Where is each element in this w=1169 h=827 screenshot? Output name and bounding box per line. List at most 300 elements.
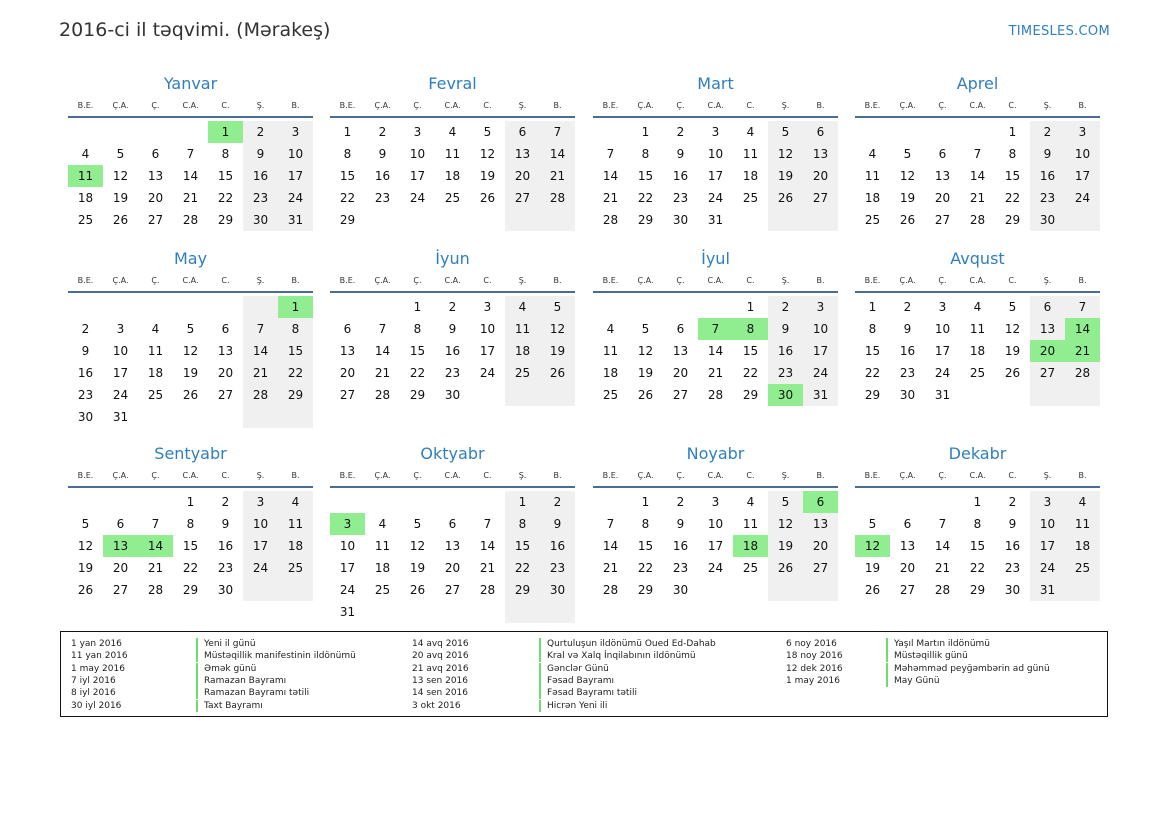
day-cell: 8 <box>186 517 195 531</box>
weekday-header <box>855 466 1100 488</box>
weekday-label: Ç.A. <box>899 276 916 285</box>
day-cell: 1 <box>641 495 650 509</box>
day-cell: 31 <box>112 410 129 424</box>
day-cell: 25 <box>278 557 313 579</box>
day-cell: 20 <box>803 165 838 187</box>
weekday-label: Ç. <box>676 471 685 480</box>
empty-cell <box>505 601 540 623</box>
day-cell: 19 <box>182 366 199 380</box>
day-cell: 13 <box>505 143 540 165</box>
weekday-label: C. <box>483 276 492 285</box>
empty-cell <box>733 579 768 601</box>
weekday-label: C.A. <box>182 276 199 285</box>
legend-holiday-name: Taxt Bayramı <box>196 700 263 712</box>
month-name: Avqust <box>950 249 1005 268</box>
day-cell: 4 <box>378 517 387 531</box>
day-cell: 31 <box>707 213 724 227</box>
weekday-label: Ç. <box>676 101 685 110</box>
month-name: Fevral <box>428 74 477 93</box>
day-cell: 24 <box>479 366 496 380</box>
day-cell: 9 <box>676 517 685 531</box>
empty-cell <box>330 296 365 318</box>
day-cell: 14 <box>138 535 173 557</box>
day-cell: 14 <box>969 169 986 183</box>
brand-link[interactable]: TIMESLES.COM <box>1008 24 1110 39</box>
weekday-label: B. <box>553 471 562 480</box>
day-cell: 22 <box>637 191 654 205</box>
empty-cell <box>435 601 470 623</box>
day-cell: 6 <box>505 121 540 143</box>
day-cell: 29 <box>637 583 654 597</box>
empty-cell <box>330 491 365 513</box>
day-cell: 10 <box>339 539 356 553</box>
day-cell: 7 <box>1065 296 1100 318</box>
day-grid <box>68 488 313 601</box>
day-cell: 15 <box>637 539 654 553</box>
day-cell: 21 <box>969 191 986 205</box>
month-8 <box>68 442 313 601</box>
day-cell: 1 <box>186 495 195 509</box>
day-cell: 24 <box>1030 557 1065 579</box>
weekday-label: B.E. <box>77 101 94 110</box>
day-cell: 5 <box>186 322 195 336</box>
day-cell: 14 <box>374 344 391 358</box>
day-cell: 14 <box>540 143 575 165</box>
day-cell: 17 <box>1030 535 1065 557</box>
day-cell: 16 <box>540 535 575 557</box>
legend-date: 18 noy 2016 <box>786 651 843 662</box>
empty-cell <box>435 209 470 231</box>
day-cell: 21 <box>243 362 278 384</box>
day-cell: 5 <box>81 517 90 531</box>
day-grid <box>330 488 575 623</box>
day-cell: 27 <box>672 388 689 402</box>
day-cell: 27 <box>147 213 164 227</box>
weekday-label: C. <box>746 276 755 285</box>
weekday-label: B. <box>1078 276 1087 285</box>
day-cell: 9 <box>448 322 457 336</box>
day-grid <box>68 118 313 231</box>
day-cell: 2 <box>676 125 685 139</box>
empty-cell <box>243 579 278 601</box>
weekday-label: Ş. <box>781 471 790 480</box>
day-cell: 15 <box>742 344 759 358</box>
legend-date: 1 yan 2016 <box>71 639 122 650</box>
day-cell: 2 <box>448 300 457 314</box>
day-cell: 24 <box>1065 187 1100 209</box>
day-cell: 11 <box>374 539 391 553</box>
day-cell: 26 <box>899 213 916 227</box>
empty-cell <box>208 296 243 318</box>
weekday-label: Ç.A. <box>112 101 129 110</box>
legend-holiday-name: Ramazan Bayramı tətili <box>196 687 309 699</box>
day-cell: 20 <box>934 191 951 205</box>
day-cell: 22 <box>637 561 654 575</box>
holiday-legend <box>60 631 1108 717</box>
day-cell: 29 <box>637 213 654 227</box>
day-cell: 30 <box>540 579 575 601</box>
weekday-label: Ç. <box>151 101 160 110</box>
day-cell: 25 <box>374 583 391 597</box>
legend-item <box>412 675 716 687</box>
day-cell: 8 <box>343 147 352 161</box>
month-6 <box>593 247 838 406</box>
day-cell: 11 <box>602 344 619 358</box>
day-cell: 29 <box>339 213 356 227</box>
day-cell: 28 <box>969 213 986 227</box>
day-cell: 23 <box>77 388 94 402</box>
day-cell: 12 <box>899 169 916 183</box>
day-cell: 11 <box>742 147 759 161</box>
legend-holiday-name: Gənclər Günü <box>539 663 609 675</box>
weekday-label: B. <box>816 276 825 285</box>
day-cell: 17 <box>934 344 951 358</box>
weekday-label: Ç. <box>413 101 422 110</box>
day-cell: 24 <box>278 187 313 209</box>
day-cell: 17 <box>243 535 278 557</box>
day-cell: 24 <box>707 191 724 205</box>
day-cell: 23 <box>768 362 803 384</box>
weekday-label: C.A. <box>707 471 724 480</box>
empty-cell <box>733 209 768 231</box>
weekday-label: B. <box>291 276 300 285</box>
empty-cell <box>400 601 435 623</box>
empty-cell <box>400 209 435 231</box>
empty-cell <box>138 121 173 143</box>
day-cell: 12 <box>540 318 575 340</box>
day-cell: 22 <box>278 362 313 384</box>
empty-cell <box>278 579 313 601</box>
day-cell: 11 <box>505 318 540 340</box>
weekday-label: C. <box>1008 276 1017 285</box>
legend-column-2 <box>786 638 1050 687</box>
weekday-label: Ş. <box>1043 471 1052 480</box>
day-cell: 19 <box>479 169 496 183</box>
day-cell: 7 <box>606 147 615 161</box>
day-cell: 3 <box>1065 121 1100 143</box>
day-cell: 28 <box>243 384 278 406</box>
day-cell: 27 <box>899 583 916 597</box>
day-cell: 17 <box>479 344 496 358</box>
day-cell: 13 <box>934 169 951 183</box>
day-cell: 9 <box>378 147 387 161</box>
day-cell: 29 <box>969 583 986 597</box>
day-cell: 6 <box>803 121 838 143</box>
day-cell: 12 <box>637 344 654 358</box>
day-cell: 29 <box>742 388 759 402</box>
empty-cell <box>698 579 733 601</box>
day-cell: 31 <box>339 605 356 619</box>
month-4 <box>68 247 313 428</box>
weekday-label: Ş. <box>1043 101 1052 110</box>
weekday-label: C.A. <box>707 101 724 110</box>
day-cell: 12 <box>77 539 94 553</box>
legend-date: 13 sen 2016 <box>412 676 469 687</box>
day-cell: 29 <box>864 388 881 402</box>
day-cell: 5 <box>1008 300 1017 314</box>
day-cell: 16 <box>217 539 234 553</box>
day-cell: 27 <box>505 187 540 209</box>
weekday-label: C.A. <box>182 471 199 480</box>
day-cell: 6 <box>903 517 912 531</box>
weekday-label: C.A. <box>969 276 986 285</box>
day-cell: 14 <box>707 344 724 358</box>
weekday-label: Ç.A. <box>374 101 391 110</box>
empty-cell <box>1065 579 1100 601</box>
weekday-label: B.E. <box>339 471 356 480</box>
day-cell: 16 <box>374 169 391 183</box>
day-cell: 8 <box>868 322 877 336</box>
empty-cell <box>435 491 470 513</box>
day-cell: 31 <box>1030 579 1065 601</box>
day-cell: 23 <box>899 366 916 380</box>
weekday-label: Ç. <box>413 471 422 480</box>
day-cell: 12 <box>768 143 803 165</box>
day-cell: 30 <box>1004 583 1021 597</box>
weekday-label: C.A. <box>444 101 461 110</box>
legend-holiday-name: Yeni il günü <box>196 638 256 650</box>
legend-column-0 <box>71 638 356 712</box>
weekday-header <box>330 466 575 488</box>
weekday-label: Ç. <box>151 471 160 480</box>
day-cell: 28 <box>602 583 619 597</box>
day-cell: 16 <box>444 344 461 358</box>
day-cell: 30 <box>768 384 803 406</box>
day-cell: 31 <box>278 209 313 231</box>
day-cell: 6 <box>1030 296 1065 318</box>
day-cell: 8 <box>641 517 650 531</box>
day-cell: 18 <box>505 340 540 362</box>
day-cell: 16 <box>672 169 689 183</box>
month-name: Yanvar <box>163 74 218 93</box>
month-name: Aprel <box>956 74 999 93</box>
day-cell: 17 <box>707 169 724 183</box>
weekday-label: C. <box>746 101 755 110</box>
day-cell: 26 <box>182 388 199 402</box>
day-cell: 4 <box>606 322 615 336</box>
empty-cell <box>995 384 1030 406</box>
day-cell: 9 <box>676 147 685 161</box>
day-cell: 13 <box>803 513 838 535</box>
weekday-label: Ç.A. <box>637 101 654 110</box>
day-cell: 19 <box>864 561 881 575</box>
legend-item <box>71 638 356 650</box>
day-grid <box>855 118 1100 231</box>
empty-cell <box>208 406 243 428</box>
day-cell: 10 <box>1065 143 1100 165</box>
empty-cell <box>138 406 173 428</box>
weekday-label: Ş. <box>256 101 265 110</box>
legend-item <box>412 663 716 675</box>
day-cell: 11 <box>147 344 164 358</box>
day-cell: 20 <box>803 535 838 557</box>
month-11 <box>855 442 1100 601</box>
day-cell: 29 <box>182 583 199 597</box>
day-cell: 11 <box>278 513 313 535</box>
day-cell: 2 <box>768 296 803 318</box>
weekday-label: Ç. <box>938 471 947 480</box>
day-cell: 10 <box>112 344 129 358</box>
month-7 <box>855 247 1100 406</box>
legend-date: 6 noy 2016 <box>786 639 837 650</box>
day-cell: 25 <box>742 191 759 205</box>
weekday-label: Ş. <box>518 276 527 285</box>
weekday-label: B. <box>553 101 562 110</box>
day-cell: 28 <box>934 583 951 597</box>
day-cell: 1 <box>505 491 540 513</box>
weekday-label: C.A. <box>707 276 724 285</box>
weekday-label: B. <box>816 101 825 110</box>
month-name: Sentyabr <box>154 444 227 463</box>
empty-cell <box>663 296 698 318</box>
day-cell: 9 <box>243 143 278 165</box>
legend-holiday-name: Kral və Xalq İnqilabının ildönümü <box>539 650 696 662</box>
day-cell: 29 <box>278 384 313 406</box>
day-cell: 20 <box>672 366 689 380</box>
weekday-label: C.A. <box>444 471 461 480</box>
day-cell: 8 <box>413 322 422 336</box>
weekday-label: Ç. <box>938 276 947 285</box>
legend-holiday-name: Məhəmməd peyğəmbərin ad günü <box>886 663 1050 675</box>
weekday-label: B.E. <box>864 101 881 110</box>
day-cell: 22 <box>182 561 199 575</box>
day-cell: 10 <box>409 147 426 161</box>
day-cell: 5 <box>768 491 803 513</box>
empty-cell <box>628 296 663 318</box>
legend-date: 1 may 2016 <box>786 676 840 687</box>
day-cell: 15 <box>1004 169 1021 183</box>
day-cell: 26 <box>637 388 654 402</box>
day-cell: 4 <box>746 125 755 139</box>
legend-holiday-name: Fəsad Bayramı <box>539 675 614 687</box>
legend-holiday-name: Qurtuluşun ildönümü Oued Ed-Dahab <box>539 638 716 650</box>
day-cell: 1 <box>1008 125 1017 139</box>
month-0 <box>68 72 313 231</box>
empty-cell <box>400 491 435 513</box>
day-cell: 17 <box>339 561 356 575</box>
legend-item <box>71 663 356 675</box>
day-cell: 18 <box>733 535 768 557</box>
empty-cell <box>925 491 960 513</box>
day-cell: 1 <box>973 495 982 509</box>
day-cell: 27 <box>444 583 461 597</box>
legend-item <box>71 687 356 699</box>
day-cell: 4 <box>151 322 160 336</box>
day-cell: 22 <box>409 366 426 380</box>
day-cell: 26 <box>409 583 426 597</box>
day-cell: 30 <box>444 388 461 402</box>
weekday-label: C. <box>483 101 492 110</box>
day-cell: 1 <box>413 300 422 314</box>
day-cell: 5 <box>868 517 877 531</box>
empty-cell <box>505 384 540 406</box>
weekday-header <box>330 96 575 118</box>
empty-cell <box>855 121 890 143</box>
weekday-label: Ş. <box>518 471 527 480</box>
day-cell: 27 <box>934 213 951 227</box>
day-cell: 30 <box>899 388 916 402</box>
day-cell: 7 <box>606 517 615 531</box>
day-cell: 1 <box>746 300 755 314</box>
day-cell: 9 <box>81 344 90 358</box>
day-cell: 24 <box>339 583 356 597</box>
day-cell: 16 <box>899 344 916 358</box>
weekday-label: Ş. <box>1043 276 1052 285</box>
day-grid <box>593 118 838 231</box>
day-cell: 19 <box>768 535 803 557</box>
weekday-label: Ş. <box>256 276 265 285</box>
weekday-label: B. <box>1078 101 1087 110</box>
day-grid <box>855 488 1100 601</box>
day-cell: 21 <box>540 165 575 187</box>
day-cell: 15 <box>217 169 234 183</box>
day-cell: 16 <box>1004 539 1021 553</box>
day-cell: 14 <box>243 340 278 362</box>
empty-cell <box>68 491 103 513</box>
day-cell: 3 <box>278 121 313 143</box>
weekday-label: Ç.A. <box>374 276 391 285</box>
day-cell: 29 <box>409 388 426 402</box>
day-cell: 13 <box>672 344 689 358</box>
legend-column-1 <box>412 638 716 712</box>
empty-cell <box>365 491 400 513</box>
empty-cell <box>540 384 575 406</box>
weekday-label: C. <box>1008 471 1017 480</box>
weekday-label: C.A. <box>969 471 986 480</box>
weekday-label: C. <box>483 471 492 480</box>
day-cell: 23 <box>1030 187 1065 209</box>
empty-cell <box>278 406 313 428</box>
weekday-label: B. <box>1078 471 1087 480</box>
day-cell: 23 <box>374 191 391 205</box>
day-cell: 2 <box>540 491 575 513</box>
day-cell: 16 <box>768 340 803 362</box>
day-cell: 4 <box>278 491 313 513</box>
weekday-header <box>68 96 313 118</box>
legend-item <box>71 650 356 662</box>
legend-date: 7 iyl 2016 <box>71 676 116 687</box>
legend-item <box>412 638 716 650</box>
empty-cell <box>925 121 960 143</box>
weekday-label: Ç. <box>151 276 160 285</box>
empty-cell <box>103 491 138 513</box>
day-cell: 26 <box>768 187 803 209</box>
day-cell: 21 <box>602 561 619 575</box>
day-grid <box>593 293 838 406</box>
day-cell: 6 <box>116 517 125 531</box>
day-cell: 8 <box>505 513 540 535</box>
day-cell: 23 <box>672 191 689 205</box>
day-cell: 15 <box>864 344 881 358</box>
day-cell: 18 <box>864 191 881 205</box>
day-cell: 14 <box>1065 318 1100 340</box>
day-cell: 7 <box>186 147 195 161</box>
empty-cell <box>243 406 278 428</box>
weekday-header <box>855 271 1100 293</box>
day-cell: 28 <box>374 388 391 402</box>
day-cell: 17 <box>1065 165 1100 187</box>
month-name: May <box>173 249 208 268</box>
day-cell: 13 <box>444 539 461 553</box>
month-10 <box>593 442 838 601</box>
day-cell: 3 <box>711 125 720 139</box>
day-cell: 15 <box>339 169 356 183</box>
day-cell: 17 <box>409 169 426 183</box>
day-cell: 19 <box>112 191 129 205</box>
day-cell: 27 <box>112 583 129 597</box>
day-cell: 26 <box>112 213 129 227</box>
day-cell: 18 <box>444 169 461 183</box>
